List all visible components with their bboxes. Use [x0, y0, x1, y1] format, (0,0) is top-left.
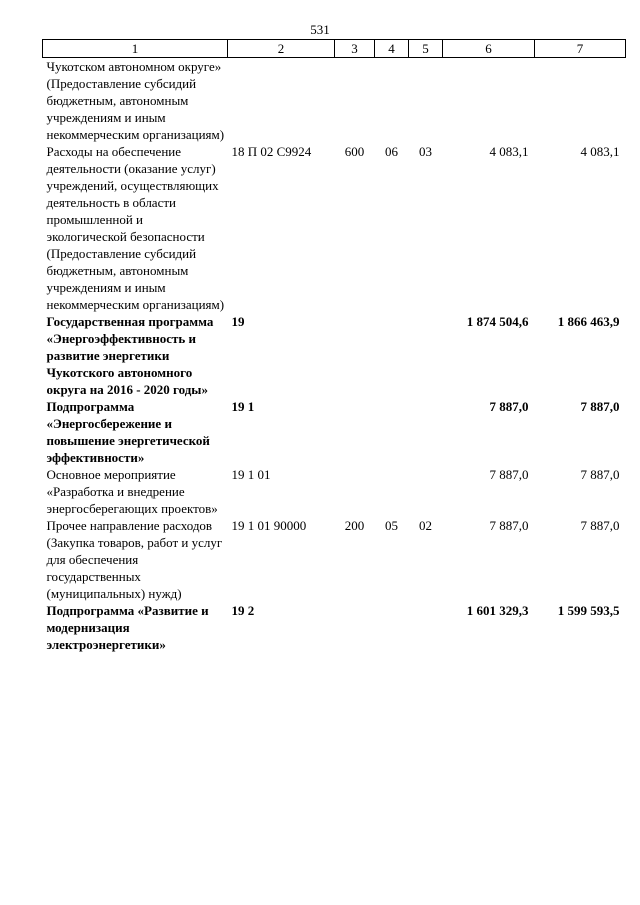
row-name-cell: Подпрограмма «Энергосбережение и повышение энергетической эффективности» — [46, 399, 210, 465]
row-amount-year1-cell: 7 887,0 — [489, 399, 529, 414]
row-name-cell: Подпрограмма «Развитие и модернизация электроэнергетики» — [46, 603, 209, 652]
column-header: 4 — [375, 40, 409, 58]
row-amount-year1-cell — [443, 58, 535, 144]
row-code-cell: 19 1 01 — [231, 467, 271, 482]
row-subsection-cell: 02 — [419, 518, 432, 533]
column-number-row — [43, 40, 626, 58]
row-expense-type-cell — [335, 602, 375, 653]
column-header: 5 — [409, 40, 443, 58]
row-code-cell: 19 2 — [231, 603, 255, 618]
row-subsection-cell — [409, 602, 443, 653]
row-subsection-cell — [409, 466, 443, 517]
row-section-cell — [375, 398, 409, 466]
row-amount-year2-cell: 4 083,1 — [580, 144, 620, 159]
row-code-cell: 19 1 01 90000 — [231, 518, 307, 533]
table-row — [43, 58, 626, 144]
row-subsection-cell — [409, 58, 443, 144]
row-section-cell — [375, 58, 409, 144]
row-subsection-cell — [409, 313, 443, 398]
table-row — [43, 517, 626, 602]
page-number: 531 — [310, 22, 330, 37]
column-header: 1 — [43, 40, 228, 58]
row-subsection-cell — [409, 398, 443, 466]
row-name-cell: Чукотском автономном округе» (Предоставление субсидий бюджетным, автономным учреждениям и иным некоммерческим организациям) — [46, 59, 225, 142]
row-expense-type-cell — [335, 313, 375, 398]
row-expense-type-cell: 200 — [344, 518, 365, 533]
column-header: 2 — [228, 40, 335, 58]
row-section-cell: 06 — [385, 144, 398, 159]
table-row — [43, 398, 626, 466]
row-section-cell: 05 — [385, 518, 398, 533]
budget-table — [42, 39, 626, 653]
row-section-cell — [375, 313, 409, 398]
row-amount-year1-cell: 4 083,1 — [489, 144, 529, 159]
row-amount-year1-cell: 7 887,0 — [489, 518, 529, 533]
row-name-cell: Прочее направление расходов (Закупка товаров, работ и услуг для обеспечения государственных (муниципальных) нужд) — [46, 518, 223, 601]
column-header: 6 — [443, 40, 535, 58]
table-row — [43, 466, 626, 517]
row-section-cell — [375, 466, 409, 517]
row-subsection-cell: 03 — [419, 144, 432, 159]
row-code-cell — [228, 58, 335, 144]
row-expense-type-cell: 600 — [344, 144, 365, 159]
row-amount-year2-cell: 7 887,0 — [580, 467, 620, 482]
row-code-cell: 18 П 02 С9924 — [231, 144, 312, 159]
row-expense-type-cell — [335, 466, 375, 517]
row-amount-year2-cell: 1 866 463,9 — [557, 314, 620, 329]
row-expense-type-cell — [335, 398, 375, 466]
row-amount-year2-cell: 7 887,0 — [580, 399, 620, 414]
table-row — [43, 143, 626, 313]
row-amount-year1-cell: 7 887,0 — [489, 467, 529, 482]
row-expense-type-cell — [335, 58, 375, 144]
row-amount-year2-cell — [535, 58, 626, 144]
row-code-cell: 19 1 — [231, 399, 255, 414]
row-amount-year1-cell: 1 601 329,3 — [466, 603, 529, 618]
row-code-cell: 19 — [231, 314, 245, 329]
row-section-cell — [375, 602, 409, 653]
row-amount-year2-cell: 1 599 593,5 — [557, 603, 620, 618]
column-header: 3 — [335, 40, 375, 58]
row-amount-year2-cell: 7 887,0 — [580, 518, 620, 533]
row-name-cell: Государственная программа «Энергоэффективность и развитие энергетики Чукотского автономного округа на 2016 - 2020 годы» — [46, 314, 214, 397]
row-name-cell: Основное мероприятие «Разработка и внедрение энергосберегающих проектов» — [46, 467, 218, 516]
row-amount-year1-cell: 1 874 504,6 — [466, 314, 529, 329]
table-row — [43, 313, 626, 398]
row-name-cell: Расходы на обеспечение деятельности (оказание услуг) учреждений, осуществляющих деятельность в области промышленной и экологической безопасности (Предоставление субсидий бюджетным, автономным учреждениям и иным некоммерческим организациям) — [46, 144, 225, 312]
column-header: 7 — [535, 40, 626, 58]
table-row — [43, 602, 626, 653]
